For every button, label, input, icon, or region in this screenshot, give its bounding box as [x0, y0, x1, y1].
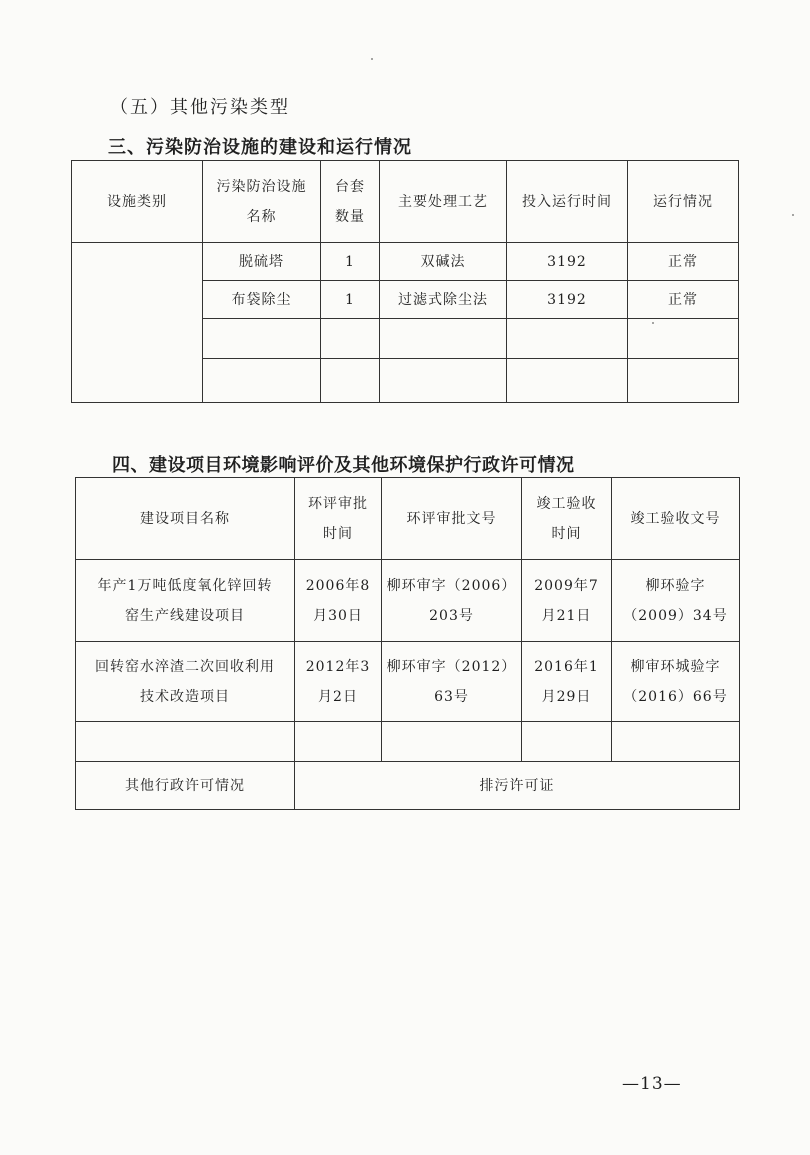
header-start-time: 投入运行时间 — [507, 161, 628, 243]
eia-permit-table — [75, 477, 740, 810]
acceptance-doc-cell: 柳审环城验字 （2016）66号 — [612, 642, 740, 722]
table-row — [72, 243, 739, 281]
scan-speck — [652, 322, 654, 324]
header-acceptance-doc: 竣工验收文号 — [612, 478, 740, 560]
scan-speck — [792, 214, 794, 216]
start-time-cell: 3192 — [507, 281, 628, 319]
project-name-cell: 回转窑水淬渣二次回收利用 技术改造项目 — [76, 642, 295, 722]
header-process: 主要处理工艺 — [380, 161, 507, 243]
table-header-row — [76, 478, 740, 560]
facility-name-cell: 脱硫塔 — [203, 243, 321, 281]
facility-name-cell: 布袋除尘 — [203, 281, 321, 319]
eia-time-cell: 2006年8 月30日 — [295, 560, 382, 642]
eia-doc-cell: 柳环审字（2006） 203号 — [382, 560, 522, 642]
process-cell: 过滤式除尘法 — [380, 281, 507, 319]
other-permits-row — [76, 762, 740, 810]
header-eia-doc: 环评审批文号 — [382, 478, 522, 560]
category-cell — [72, 243, 203, 403]
pollution-facilities-table — [71, 160, 739, 403]
start-time-cell: 3192 — [507, 243, 628, 281]
acceptance-time-cell: 2016年1 月29日 — [522, 642, 612, 722]
header-status: 运行情况 — [628, 161, 739, 243]
process-cell: 双碱法 — [380, 243, 507, 281]
count-cell: 1 — [321, 281, 380, 319]
table-row — [76, 642, 740, 722]
header-acceptance-time: 竣工验收 时间 — [522, 478, 612, 560]
scan-speck — [371, 58, 373, 60]
other-permits-value: 排污许可证 — [295, 762, 740, 810]
table-header-row — [72, 161, 739, 243]
project-name-cell: 年产1万吨低度氧化锌回转 窑生产线建设项目 — [76, 560, 295, 642]
acceptance-time-cell: 2009年7 月21日 — [522, 560, 612, 642]
status-cell: 正常 — [628, 243, 739, 281]
table-row — [76, 560, 740, 642]
header-eia-time: 环评审批 时间 — [295, 478, 382, 560]
header-category: 设施类别 — [72, 161, 203, 243]
eia-time-cell: 2012年3 月2日 — [295, 642, 382, 722]
header-facility-name: 污染防治设施 名称 — [203, 161, 321, 243]
section-4-heading: 四、建设项目环境影响评价及其他环境保护行政许可情况 — [112, 455, 575, 476]
header-project-name: 建设项目名称 — [76, 478, 295, 560]
acceptance-doc-cell: 柳环验字 （2009）34号 — [612, 560, 740, 642]
status-cell: 正常 — [628, 281, 739, 319]
eia-doc-cell: 柳环审字（2012） 63号 — [382, 642, 522, 722]
other-permits-label: 其他行政许可情况 — [76, 762, 295, 810]
table-row-empty — [76, 722, 740, 762]
header-count: 台套 数量 — [321, 161, 380, 243]
section-3-heading: 三、污染防治设施的建设和运行情况 — [108, 137, 412, 158]
section-5-heading: （五）其他污染类型 — [110, 97, 290, 118]
count-cell: 1 — [321, 243, 380, 281]
page-number: —13— — [622, 1074, 682, 1094]
